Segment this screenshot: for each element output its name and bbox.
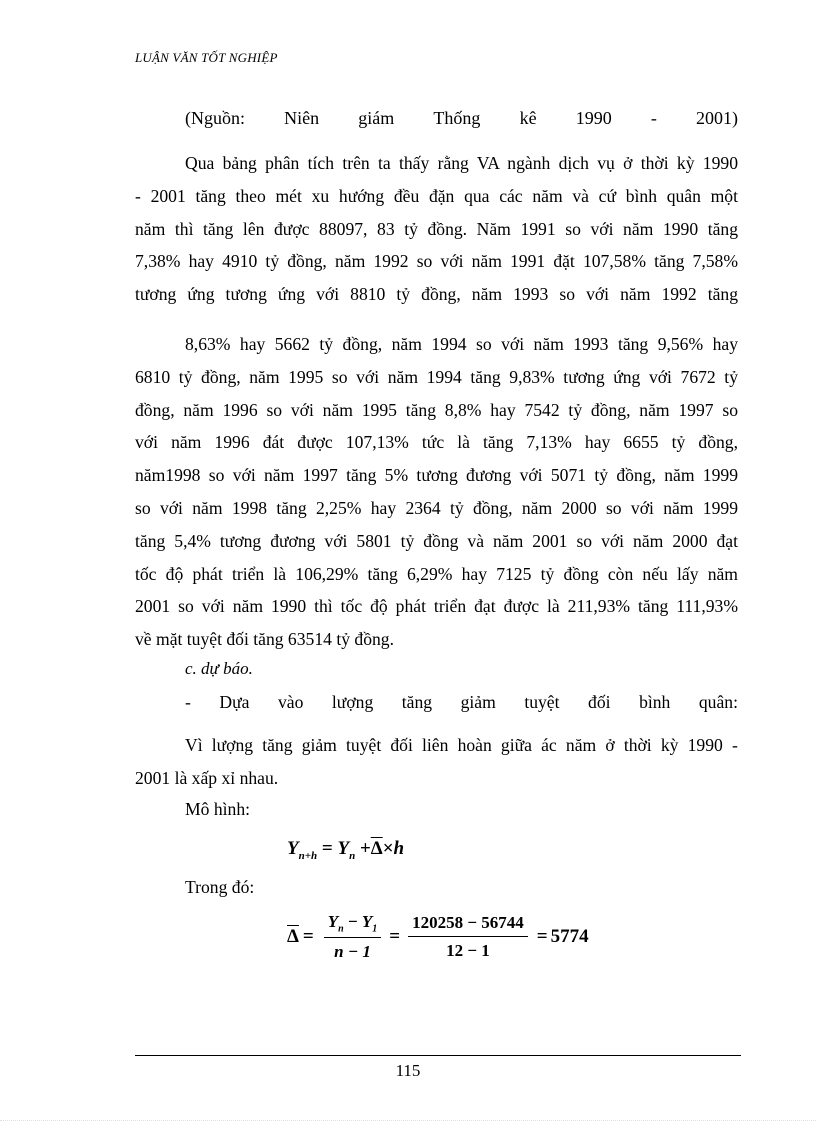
assumption-paragraph	[135, 729, 738, 795]
fraction-symbolic: $\frac{Y_n - Y_1}{n - 1}$	[324, 912, 382, 962]
bullet-word: Dựa	[219, 692, 250, 712]
text-line: năm thì tăng lên được 88097, 83 tỷ đồng. Năm 1991 so với năm 1990 tăng	[135, 218, 738, 239]
bullet-word: giảm	[460, 692, 496, 712]
text-line: 8,63% hay 5662 tỷ đồng, năm 1994 so với năm 1993 tăng 9,56% hay	[185, 334, 738, 354]
section-subheading: c. dự báo.	[185, 659, 253, 678]
fraction-numeric: $\frac{120258 - 56744}{12 - 1}$	[408, 913, 528, 961]
model-label: Mô hình:	[185, 799, 251, 819]
analysis-paragraph-2	[135, 328, 738, 656]
running-header: LUẬN VĂN TỐT NGHIỆP	[135, 50, 278, 65]
source-citation	[185, 108, 738, 129]
text-line: so với năm 1998 tăng 2,25% hay 2364 tỷ đồng, năm 2000 so với năm 1999	[135, 497, 738, 518]
bullet-word: lượng	[331, 692, 374, 712]
source-word: 2001)	[695, 108, 738, 128]
bullet-word: quân:	[698, 692, 738, 712]
bullet-word: vào	[277, 692, 304, 712]
source-word: Thống	[433, 108, 481, 128]
text-line: 6810 tỷ đồng, năm 1995 so với năm 1994 tăng 9,83% tương ứng với 7672 tỷ	[135, 366, 738, 387]
source-word: giám	[358, 108, 395, 128]
average-change-formula: $\overline{\Delta}$ = $\frac{Y_n - Y_1}{n - 1}$ = $\frac{120258 - 56744}{12 - 1}$ = 5774	[287, 912, 589, 962]
source-word: kê	[519, 108, 537, 128]
text-line: tăng 5,4% tương đương với 5801 tỷ đồng và năm 2001 so với năm 2000 đạt	[135, 530, 738, 551]
source-word: 1990	[575, 108, 612, 128]
source-word: -	[650, 108, 657, 128]
forecast-formula: $Y_{n+h} = Y_n +\overline{\Delta}\times h$	[287, 838, 405, 862]
bullet-word: tuyệt	[524, 692, 560, 712]
page-edge-divider	[0, 1120, 816, 1121]
page-number: 115	[395, 1061, 421, 1080]
bullet-word: bình	[639, 692, 671, 712]
text-line: - 2001 tăng theo mét xu hướng đều đặn qua các năm và cứ bình quân một	[135, 185, 738, 206]
text-line: 2001 là xấp xỉ nhau.	[135, 767, 279, 788]
bullet-word: tăng	[401, 692, 433, 712]
source-word: Niên	[284, 108, 320, 128]
text-line: năm1998 so với năm 1997 tăng 5% tương đương với 5071 tỷ đồng, năm 1999	[135, 465, 738, 486]
bullet-word: đối	[588, 692, 611, 712]
text-line: 2001 so với năm 1990 thì tốc độ phát triển đạt được là 211,93% tăng 111,93%	[135, 596, 738, 617]
where-label: Trong đó:	[185, 877, 255, 897]
source-word: (Nguồn:	[185, 108, 245, 128]
analysis-paragraph-1	[135, 147, 738, 311]
text-line: tốc độ phát triển là 106,29% tăng 6,29% hay 7125 tỷ đồng còn nếu lấy năm	[135, 563, 738, 584]
text-line: với năm 1996 đát được 107,13% tức là tăng 7,13% hay 6655 tỷ đồng,	[135, 432, 738, 453]
text-line: đồng, năm 1996 so với năm 1995 tăng 8,8% hay 7542 tỷ đồng, năm 1997 so	[135, 399, 738, 420]
text-line: 7,38% hay 4910 tỷ đồng, năm 1992 so với năm 1991 đặt 107,58% tăng 7,58%	[135, 251, 738, 272]
formula-result: 5774	[550, 926, 589, 948]
text-line: Qua bảng phân tích trên ta thấy rằng VA ngành dịch vụ ở thời kỳ 1990	[185, 153, 738, 173]
bullet-dash: -	[185, 692, 191, 712]
text-line: tương ứng tương ứng với 8810 tỷ đồng, năm 1993 so với năm 1992 tăng	[135, 284, 738, 305]
text-line: về mặt tuyệt đối tăng 63514 tỷ đồng.	[135, 629, 394, 650]
method-bullet	[185, 692, 738, 713]
footer-divider	[135, 1055, 741, 1056]
text-line: Vì lượng tăng giảm tuyệt đối liên hoàn giữa ác năm ở thời kỳ 1990 -	[185, 735, 738, 755]
